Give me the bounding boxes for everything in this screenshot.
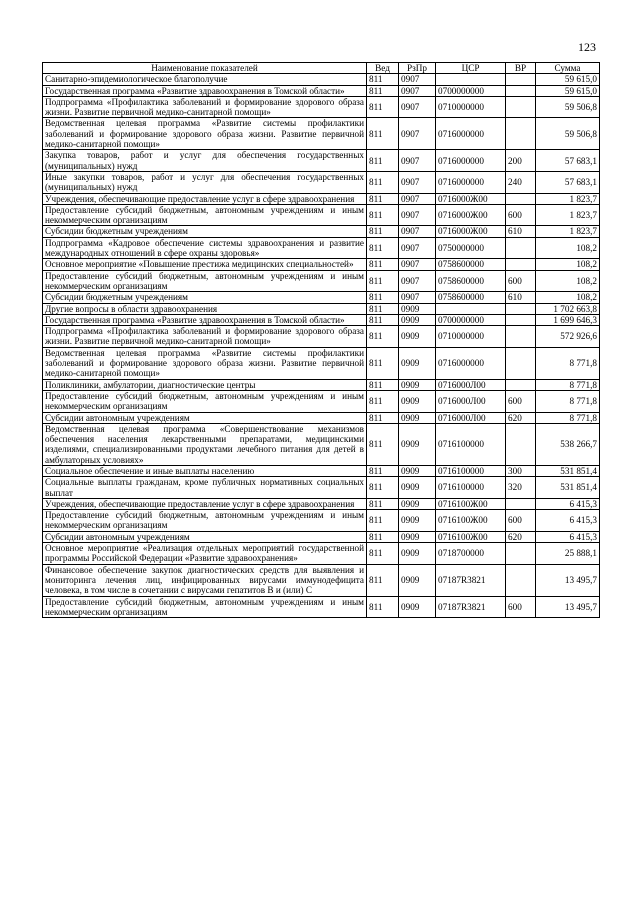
row-csr-cell: 07187R3821 xyxy=(436,564,506,596)
row-csr-cell: 0716000Л00 xyxy=(436,379,506,390)
row-rzpr-cell: 0907 xyxy=(399,226,436,237)
row-ved-cell: 811 xyxy=(367,347,399,379)
column-header-name: Наименование показателей xyxy=(43,63,367,74)
row-csr-cell: 0710000000 xyxy=(436,326,506,348)
row-sum-cell: 531 851,4 xyxy=(536,477,600,499)
row-ved-cell: 811 xyxy=(367,74,399,85)
row-ved-cell: 811 xyxy=(367,259,399,270)
row-name-cell: Государственная программа «Развитие здравоохранения в Томской области» xyxy=(43,85,367,96)
row-sum-cell: 108,2 xyxy=(536,237,600,259)
row-sum-cell: 8 771,8 xyxy=(536,347,600,379)
row-vr-cell xyxy=(506,379,536,390)
row-vr-cell xyxy=(506,303,536,314)
table-row xyxy=(43,423,600,465)
table-row xyxy=(43,204,600,226)
row-ved-cell: 811 xyxy=(367,465,399,476)
row-vr-cell xyxy=(506,314,536,325)
row-sum-cell: 57 683,1 xyxy=(536,150,600,172)
table-row xyxy=(43,74,600,85)
row-name-cell: Предоставление субсидий бюджетным, автономным учреждениям и иным некоммерческим организациям xyxy=(43,510,367,532)
row-sum-cell: 6 415,3 xyxy=(536,498,600,509)
row-csr-cell: 0716000Ж00 xyxy=(436,193,506,204)
table-row xyxy=(43,85,600,96)
table-header-row xyxy=(43,63,600,74)
row-rzpr-cell: 0907 xyxy=(399,96,436,118)
row-vr-cell xyxy=(506,259,536,270)
row-rzpr-cell: 0907 xyxy=(399,204,436,226)
row-rzpr-cell: 0909 xyxy=(399,379,436,390)
page-number: 123 xyxy=(578,40,596,54)
row-vr-cell xyxy=(506,423,536,465)
row-rzpr-cell: 0909 xyxy=(399,510,436,532)
row-name-cell: Учреждения, обеспечивающие предоставление услуг в сфере здравоохранения xyxy=(43,193,367,204)
table-row xyxy=(43,259,600,270)
row-sum-cell: 1 702 663,8 xyxy=(536,303,600,314)
row-name-cell: Поликлиники, амбулатории, диагностические центры xyxy=(43,379,367,390)
row-rzpr-cell: 0909 xyxy=(399,543,436,565)
row-name-cell: Основное мероприятие «Повышение престижа медицинских специальностей» xyxy=(43,259,367,270)
row-name-cell: Ведомственная целевая программа «Развитие системы профилактики заболеваний и формирование здорового образа жизни. Развитие первичной медико-санитарной помощи» xyxy=(43,118,367,150)
row-sum-cell: 1 699 646,3 xyxy=(536,314,600,325)
row-ved-cell: 811 xyxy=(367,564,399,596)
row-sum-cell: 531 851,4 xyxy=(536,465,600,476)
row-vr-cell: 600 xyxy=(506,204,536,226)
row-rzpr-cell: 0907 xyxy=(399,292,436,303)
budget-table xyxy=(42,62,600,618)
row-sum-cell: 1 823,7 xyxy=(536,204,600,226)
row-sum-cell: 1 823,7 xyxy=(536,226,600,237)
row-vr-cell xyxy=(506,498,536,509)
row-csr-cell: 0716100000 xyxy=(436,423,506,465)
row-vr-cell: 600 xyxy=(506,270,536,292)
row-sum-cell: 1 823,7 xyxy=(536,193,600,204)
row-name-cell: Подпрограмма «Профилактика заболеваний и формирование здорового образа жизни. Развитие первичной медико-санитарной помощи» xyxy=(43,96,367,118)
row-csr-cell: 0716000Ж00 xyxy=(436,204,506,226)
row-name-cell: Социальное обеспечение и иные выплаты населению xyxy=(43,465,367,476)
row-ved-cell: 811 xyxy=(367,237,399,259)
table-row xyxy=(43,326,600,348)
row-name-cell: Предоставление субсидий бюджетным, автономным учреждениям и иным некоммерческим организациям xyxy=(43,204,367,226)
row-rzpr-cell: 0909 xyxy=(399,531,436,542)
table-row xyxy=(43,390,600,412)
row-vr-cell: 200 xyxy=(506,150,536,172)
row-csr-cell: 0750000000 xyxy=(436,237,506,259)
row-ved-cell: 811 xyxy=(367,510,399,532)
row-name-cell: Государственная программа «Развитие здравоохранения в Томской области» xyxy=(43,314,367,325)
row-vr-cell: 300 xyxy=(506,465,536,476)
row-ved-cell: 811 xyxy=(367,193,399,204)
row-csr-cell: 0716000000 xyxy=(436,118,506,150)
table-row xyxy=(43,96,600,118)
row-name-cell: Субсидии автономным учреждениям xyxy=(43,531,367,542)
row-name-cell: Социальные выплаты гражданам, кроме публичных нормативных социальных выплат xyxy=(43,477,367,499)
row-vr-cell: 600 xyxy=(506,596,536,618)
row-vr-cell xyxy=(506,237,536,259)
row-sum-cell: 59 615,0 xyxy=(536,85,600,96)
row-sum-cell: 108,2 xyxy=(536,259,600,270)
column-header-ved: Вед xyxy=(367,63,399,74)
row-name-cell: Иные закупки товаров, работ и услуг для обеспечения государственных (муниципальных) нужд xyxy=(43,171,367,193)
table-row xyxy=(43,477,600,499)
table-row xyxy=(43,564,600,596)
row-name-cell: Ведомственная целевая программа «Совершенствование механизмов обеспечения населения лекарственными препаратами, медицинскими изделиями, специализированными продуктами лечебного питания для детей в амбулаторных условиях» xyxy=(43,423,367,465)
table-row xyxy=(43,596,600,618)
column-header-rzpr: РзПр xyxy=(399,63,436,74)
row-ved-cell: 811 xyxy=(367,379,399,390)
row-ved-cell: 811 xyxy=(367,412,399,423)
row-name-cell: Подпрограмма «Кадровое обеспечение системы здравоохранения и развитие международных отношений в сфере охраны здоровья» xyxy=(43,237,367,259)
row-csr-cell: 07187R3821 xyxy=(436,596,506,618)
row-name-cell: Предоставление субсидий бюджетным, автономным учреждениям и иным некоммерческим организациям xyxy=(43,390,367,412)
row-ved-cell: 811 xyxy=(367,270,399,292)
row-vr-cell xyxy=(506,74,536,85)
row-ved-cell: 811 xyxy=(367,292,399,303)
row-sum-cell: 6 415,3 xyxy=(536,531,600,542)
row-csr-cell: 0716100Ж00 xyxy=(436,531,506,542)
row-vr-cell: 610 xyxy=(506,226,536,237)
row-name-cell: Финансовое обеспечение закупок диагностических средств для выявления и мониторинга лечения лиц, инфицированных вирусами иммунодефицита человека, в том числе в сочетании с вирусами гепатитов B и (или) C xyxy=(43,564,367,596)
row-rzpr-cell: 0909 xyxy=(399,412,436,423)
row-csr-cell: 0758600000 xyxy=(436,270,506,292)
row-name-cell: Подпрограмма «Профилактика заболеваний и формирование здорового образа жизни. Развитие первичной медико-санитарной помощи» xyxy=(43,326,367,348)
row-csr-cell: 0716100Ж00 xyxy=(436,498,506,509)
row-rzpr-cell: 0909 xyxy=(399,314,436,325)
row-vr-cell xyxy=(506,118,536,150)
row-vr-cell: 240 xyxy=(506,171,536,193)
table-row xyxy=(43,465,600,476)
row-vr-cell: 600 xyxy=(506,510,536,532)
table-row xyxy=(43,303,600,314)
table-row xyxy=(43,237,600,259)
row-vr-cell xyxy=(506,326,536,348)
row-ved-cell: 811 xyxy=(367,150,399,172)
table-row xyxy=(43,193,600,204)
row-rzpr-cell: 0907 xyxy=(399,259,436,270)
row-vr-cell xyxy=(506,543,536,565)
column-header-csr: ЦСР xyxy=(436,63,506,74)
row-rzpr-cell: 0907 xyxy=(399,237,436,259)
row-csr-cell: 0700000000 xyxy=(436,85,506,96)
table-row xyxy=(43,498,600,509)
row-csr-cell: 0700000000 xyxy=(436,314,506,325)
row-ved-cell: 811 xyxy=(367,171,399,193)
row-rzpr-cell: 0909 xyxy=(399,303,436,314)
row-sum-cell: 59 615,0 xyxy=(536,74,600,85)
row-rzpr-cell: 0907 xyxy=(399,150,436,172)
row-csr-cell xyxy=(436,74,506,85)
table-row xyxy=(43,270,600,292)
row-rzpr-cell: 0909 xyxy=(399,423,436,465)
row-name-cell: Основное мероприятие «Реализация отдельных мероприятий государственной программы Российской Федерации «Развитие здравоохранения» xyxy=(43,543,367,565)
row-ved-cell: 811 xyxy=(367,477,399,499)
row-csr-cell: 0716000000 xyxy=(436,150,506,172)
row-ved-cell: 811 xyxy=(367,326,399,348)
row-ved-cell: 811 xyxy=(367,314,399,325)
row-vr-cell: 620 xyxy=(506,412,536,423)
row-csr-cell: 0716000000 xyxy=(436,171,506,193)
table-body xyxy=(43,74,600,618)
row-ved-cell: 811 xyxy=(367,423,399,465)
row-vr-cell: 320 xyxy=(506,477,536,499)
row-csr-cell xyxy=(436,303,506,314)
row-sum-cell: 59 506,8 xyxy=(536,118,600,150)
row-csr-cell: 0758600000 xyxy=(436,259,506,270)
row-name-cell: Закупка товаров, работ и услуг для обеспечения государственных (муниципальных) нужд xyxy=(43,150,367,172)
row-sum-cell: 572 926,6 xyxy=(536,326,600,348)
row-sum-cell: 8 771,8 xyxy=(536,390,600,412)
row-csr-cell: 0716100000 xyxy=(436,477,506,499)
row-vr-cell xyxy=(506,564,536,596)
row-rzpr-cell: 0909 xyxy=(399,326,436,348)
row-csr-cell: 0718700000 xyxy=(436,543,506,565)
row-rzpr-cell: 0907 xyxy=(399,270,436,292)
row-name-cell: Субсидии автономным учреждениям xyxy=(43,412,367,423)
row-ved-cell: 811 xyxy=(367,543,399,565)
row-sum-cell: 8 771,8 xyxy=(536,379,600,390)
row-vr-cell xyxy=(506,96,536,118)
table-row xyxy=(43,314,600,325)
row-vr-cell xyxy=(506,193,536,204)
row-rzpr-cell: 0907 xyxy=(399,193,436,204)
row-sum-cell: 6 415,3 xyxy=(536,510,600,532)
row-name-cell: Субсидии бюджетным учреждениям xyxy=(43,292,367,303)
row-vr-cell xyxy=(506,347,536,379)
row-csr-cell: 0716000Ж00 xyxy=(436,226,506,237)
row-name-cell: Ведомственная целевая программа «Развитие системы профилактики заболеваний и формирование здорового образа жизни. Развитие первичной медико-санитарной помощи» xyxy=(43,347,367,379)
row-csr-cell: 0758600000 xyxy=(436,292,506,303)
table-row xyxy=(43,150,600,172)
row-ved-cell: 811 xyxy=(367,531,399,542)
row-ved-cell: 811 xyxy=(367,390,399,412)
column-header-vr: ВР xyxy=(506,63,536,74)
row-rzpr-cell: 0907 xyxy=(399,85,436,96)
row-vr-cell: 620 xyxy=(506,531,536,542)
table-row xyxy=(43,531,600,542)
row-ved-cell: 811 xyxy=(367,498,399,509)
row-sum-cell: 57 683,1 xyxy=(536,171,600,193)
row-rzpr-cell: 0909 xyxy=(399,465,436,476)
row-name-cell: Другие вопросы в области здравоохранения xyxy=(43,303,367,314)
table-row xyxy=(43,510,600,532)
row-name-cell: Санитарно-эпидемиологическое благополучие xyxy=(43,74,367,85)
table-row xyxy=(43,347,600,379)
row-sum-cell: 108,2 xyxy=(536,270,600,292)
table-row xyxy=(43,292,600,303)
row-rzpr-cell: 0909 xyxy=(399,498,436,509)
row-sum-cell: 8 771,8 xyxy=(536,412,600,423)
row-ved-cell: 811 xyxy=(367,96,399,118)
row-rzpr-cell: 0909 xyxy=(399,347,436,379)
row-rzpr-cell: 0907 xyxy=(399,118,436,150)
row-ved-cell: 811 xyxy=(367,118,399,150)
row-rzpr-cell: 0909 xyxy=(399,390,436,412)
row-name-cell: Предоставление субсидий бюджетным, автономным учреждениям и иным некоммерческим организациям xyxy=(43,270,367,292)
row-ved-cell: 811 xyxy=(367,596,399,618)
row-rzpr-cell: 0909 xyxy=(399,564,436,596)
row-csr-cell: 0716000Л00 xyxy=(436,412,506,423)
table-row xyxy=(43,543,600,565)
table-row xyxy=(43,171,600,193)
row-sum-cell: 13 495,7 xyxy=(536,596,600,618)
row-sum-cell: 538 266,7 xyxy=(536,423,600,465)
row-vr-cell: 600 xyxy=(506,390,536,412)
table-row xyxy=(43,118,600,150)
row-rzpr-cell: 0907 xyxy=(399,74,436,85)
table-row xyxy=(43,412,600,423)
row-name-cell: Предоставление субсидий бюджетным, автономным учреждениям и иным некоммерческим организациям xyxy=(43,596,367,618)
row-sum-cell: 13 495,7 xyxy=(536,564,600,596)
row-csr-cell: 0710000000 xyxy=(436,96,506,118)
row-name-cell: Учреждения, обеспечивающие предоставление услуг в сфере здравоохранения xyxy=(43,498,367,509)
column-header-sum: Сумма xyxy=(536,63,600,74)
row-rzpr-cell: 0909 xyxy=(399,477,436,499)
row-sum-cell: 25 888,1 xyxy=(536,543,600,565)
row-ved-cell: 811 xyxy=(367,85,399,96)
row-vr-cell: 610 xyxy=(506,292,536,303)
row-ved-cell: 811 xyxy=(367,303,399,314)
row-ved-cell: 811 xyxy=(367,226,399,237)
row-ved-cell: 811 xyxy=(367,204,399,226)
row-csr-cell: 0716000000 xyxy=(436,347,506,379)
row-sum-cell: 108,2 xyxy=(536,292,600,303)
row-name-cell: Субсидии бюджетным учреждениям xyxy=(43,226,367,237)
row-rzpr-cell: 0909 xyxy=(399,596,436,618)
table-row xyxy=(43,379,600,390)
row-csr-cell: 0716100000 xyxy=(436,465,506,476)
row-vr-cell xyxy=(506,85,536,96)
row-csr-cell: 0716100Ж00 xyxy=(436,510,506,532)
row-sum-cell: 59 506,8 xyxy=(536,96,600,118)
table-row xyxy=(43,226,600,237)
row-rzpr-cell: 0907 xyxy=(399,171,436,193)
row-csr-cell: 0716000Л00 xyxy=(436,390,506,412)
